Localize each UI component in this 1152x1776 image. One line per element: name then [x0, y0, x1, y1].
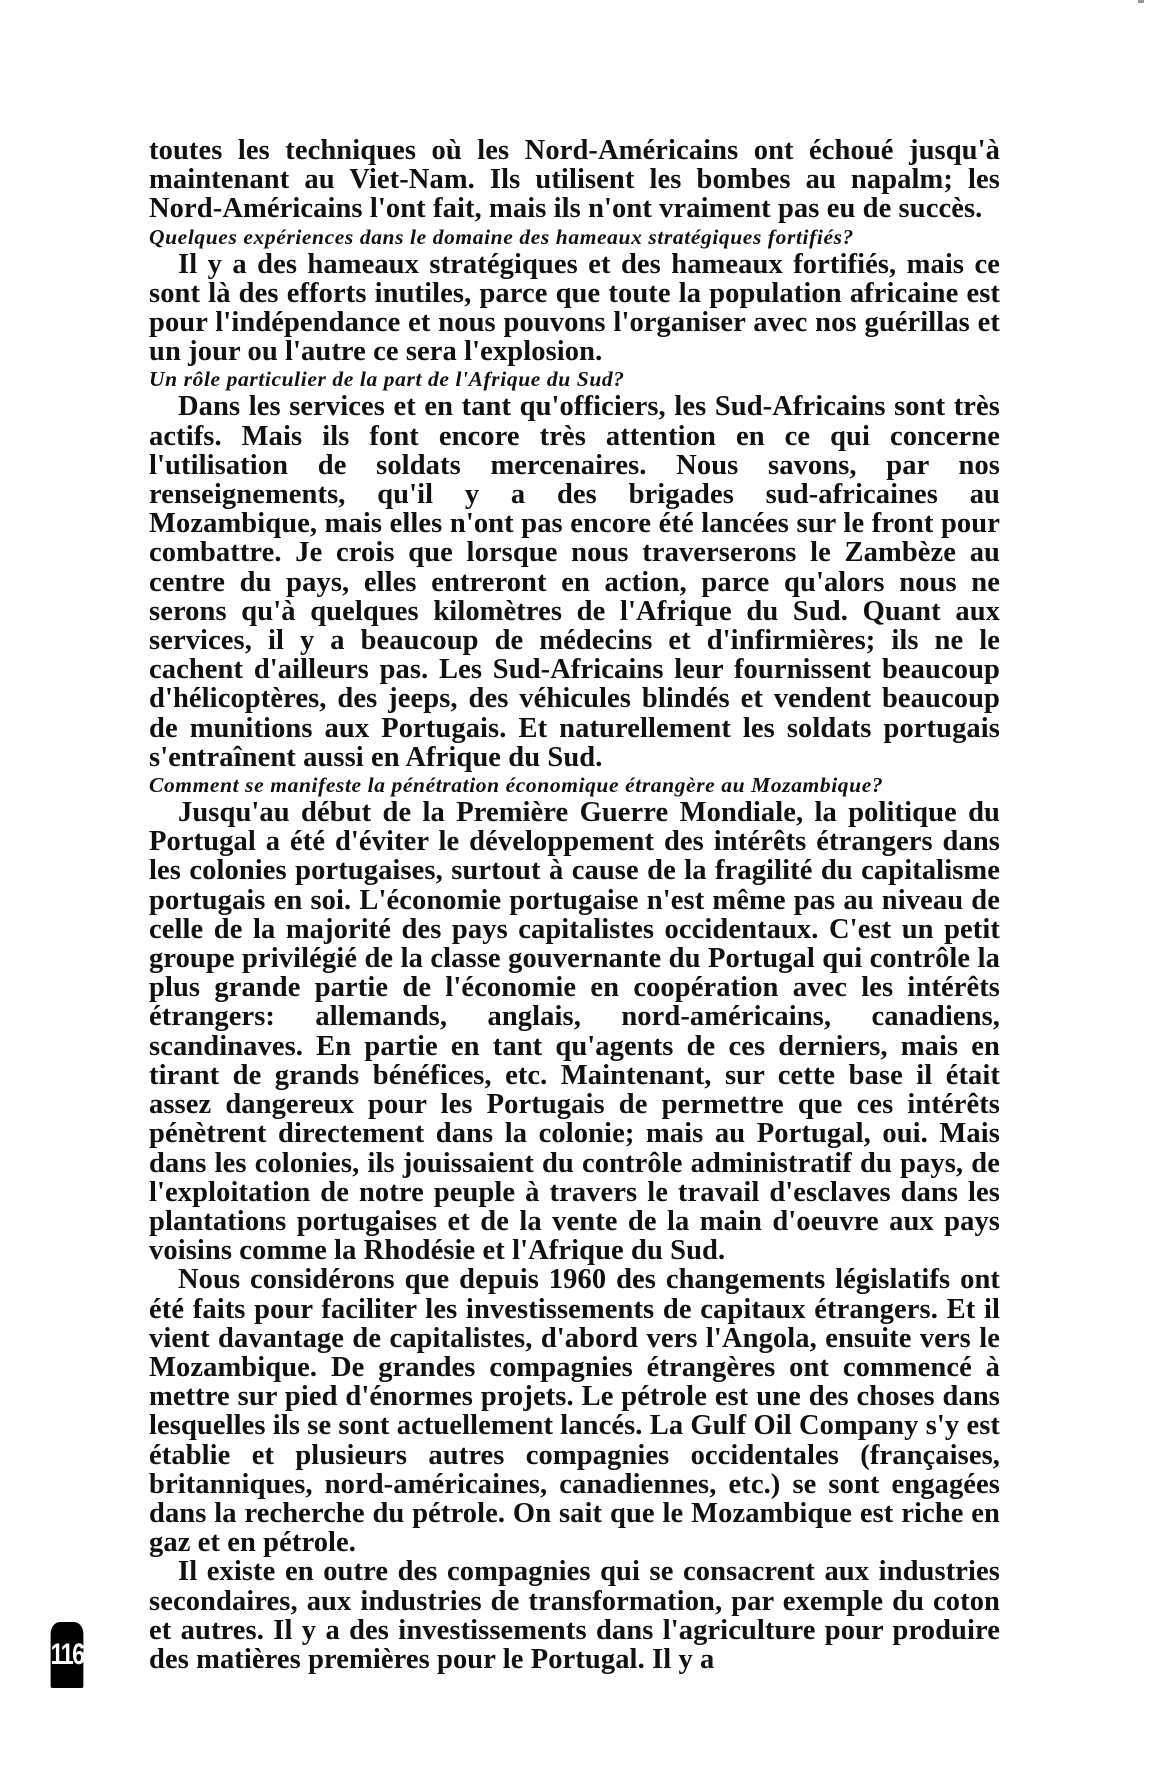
page-body	[149, 136, 1000, 1674]
paragraph-afrique-du-sud: Dans les services et en tant qu'officiers, les Sud-Africains sont très actifs. Mais ils font encore très attention en ce qui concerne l'utilisation de soldats mercenaires. Nous savons, par nos renseignements, qu'il y a des brigades sud-africaines au Mozambique, mais elles n'ont pas encore été lancées sur le front pour combattre. Je crois que lorsque nous traverserons le Zambèze au centre du pays, elles entreront en action, parce qu'alors nous ne serons qu'à quelques kilomètres de l'Afrique du Sud. Quant aux services, il y a beaucoup de médecins et d'infirmières; ils ne le cachent d'ailleurs pas. Les Sud-Africains leur fournissent beaucoup d'hélicoptères, des jeeps, des véhicules blindés et vendent beaucoup de munitions aux Portugais. Et naturellement les soldats portugais s'entraînent aussi en Afrique du Sud.	[149, 391, 1000, 773]
page-number: 116	[50, 1638, 84, 1671]
paragraph-napalm: toutes les techniques où les Nord-Américains ont échoué jusqu'à maintenant au Viet-Nam. Ils utilisent les bombes au napalm; les Nord-Américains l'ont fait, mais ils n'ont vraiment pas eu de succès.	[149, 135, 1000, 225]
paragraph-industries: Il existe en outre des compagnies qui se consacrent aux industries secondaires, aux industries de transformation, par exemple du coton et autres. Il y a des investissements dans l'agriculture pour produire des matières premières pour le Portugal. Il y a	[149, 1556, 1000, 1675]
paragraph-hameaux: Il y a des hameaux stratégiques et des hameaux fortifiés, mais ce sont là des efforts inutiles, parce que toute la population africaine est pour l'indépendance et nous pouvons l'organiser avec nos guérillas et un jour ou l'autre ce sera l'explosion.	[149, 248, 1000, 368]
paragraph-investissements: Nous considérons que depuis 1960 des changements législatifs ont été faits pour faciliter les investissements de capitaux étrangers. Et il vient davantage de capitalistes, d'abord vers l'Angola, ensuite vers le Mozambique. De grandes compagnies étrangères ont commencé à mettre sur pied d'énormes projets. Le pétrole est une des choses dans lesquelles ils se sont actuellement lancés. La Gulf Oil Company s'y est établie et plusieurs autres compagnies occidentales (françaises, britanniques, nord-américaines, canadiennes, etc.) se sont engagées dans la recherche du pétrole. On sait que le Mozambique est riche en gaz et en pétrole.	[149, 1264, 1001, 1559]
scan-artifact	[1138, 0, 1144, 3]
question-hameaux: Quelques expériences dans le domaine des hameaux stratégiques fortifiés?	[149, 224, 854, 249]
page-number-badge	[51, 1622, 84, 1688]
paragraph-politique-portugal: Jusqu'au début de la Première Guerre Mondiale, la politique du Portugal a été d'éviter le développement des intérêts étrangers dans les colonies portugaises, surtout à cause de la fragilité du capitalisme portugais en soi. L'économie portugaise n'est même pas au niveau de celle de la majorité des pays capitalistes occidentaux. C'est un petit groupe privilégié de la classe gouvernante du Portugal qui contrôle la plus grande partie de l'économie en coopération avec les intérêts étrangers: allemands, anglais, nord-américains, canadiens, scandinaves. En partie en tant qu'agents de ces derniers, mais en tirant de grands bénéfices, etc. Maintenant, sur cette base il était assez dangereux pour les Portugais de permettre que ces intérêts pénètrent directement dans la colonie; mais au Portugal, oui. Mais dans les colonies, ils jouissaient du contrôle administratif du pays, de l'exploitation de notre peuple à travers le travail d'esclaves dans les plantations portugaises et de la vente de la main d'oeuvre aux pays voisins comme la Rhodésie et l'Afrique du Sud.	[149, 797, 1000, 1267]
question-afrique-du-sud: Un rôle particulier de la part de l'Afrique du Sud?	[149, 367, 625, 392]
question-penetration: Comment se manifeste la pénétration économique étrangère au Mozambique?	[149, 773, 884, 798]
